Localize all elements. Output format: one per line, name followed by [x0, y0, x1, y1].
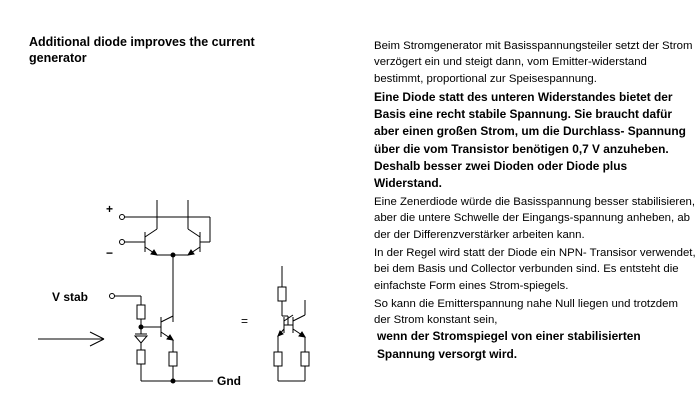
vstab-label: V stab — [52, 290, 89, 304]
vstab-input — [110, 294, 142, 306]
paragraph-3: Eine Zenerdiode würde die Basisspannung besser stabilisieren, aber die untere Schwelle der Eingangs-spannung anheben, ab der der Differenzverstärker arbeiten kann. — [374, 196, 696, 241]
bias-resistor — [137, 305, 145, 319]
emitter-resistor — [169, 352, 177, 366]
current-mirror — [274, 266, 309, 381]
paragraph-5: So kann die Emitterspannung nahe Null liegen und trotzdem der Strom konstant sein, — [374, 297, 678, 327]
input-arrow — [38, 332, 104, 346]
paragraph-2: Eine Diode statt des unteren Widerstandes bietet der Basis eine recht stabile Spannung. Sie braucht dafür aber einen großen Strom, um die Durchlass- Spannung über die vom Transistor benötigen 0,7 V anzuheben. Deshalb besser zwei Dioden oder Diode plus Widerstand. — [374, 89, 686, 190]
plus-label: + — [106, 202, 114, 216]
diode — [135, 327, 147, 381]
ground-line — [141, 379, 213, 383]
differential-pair — [145, 200, 210, 322]
page-title: Additional diode improves the current generator — [29, 35, 255, 65]
minus-input — [120, 240, 146, 245]
gnd-label: Gnd — [217, 374, 241, 388]
paragraph-4: In der Regel wird statt der Diode ein NPN- Transisor verwendet, bei dem Basis und Collector verbunden sind. Es entsteht die einfachste Form eines Strom-spiegels. — [374, 247, 696, 292]
paragraph-6: wenn der Stromspiegel von einer stabilisierten Spannung versorgt wird. — [377, 329, 641, 361]
plus-input — [120, 215, 211, 220]
mirror-resistor — [278, 287, 286, 301]
paragraph-1: Beim Stromgenerator mit Basisspannungsteiler setzt der Strom verzögert ein und steigt dann, vom Emitter-widerstand bestimmt, proportional zur Speisespannung. — [374, 40, 693, 85]
minus-label: − — [106, 246, 114, 260]
current-source-transistor — [161, 316, 177, 381]
equals-sign: = — [241, 314, 249, 328]
